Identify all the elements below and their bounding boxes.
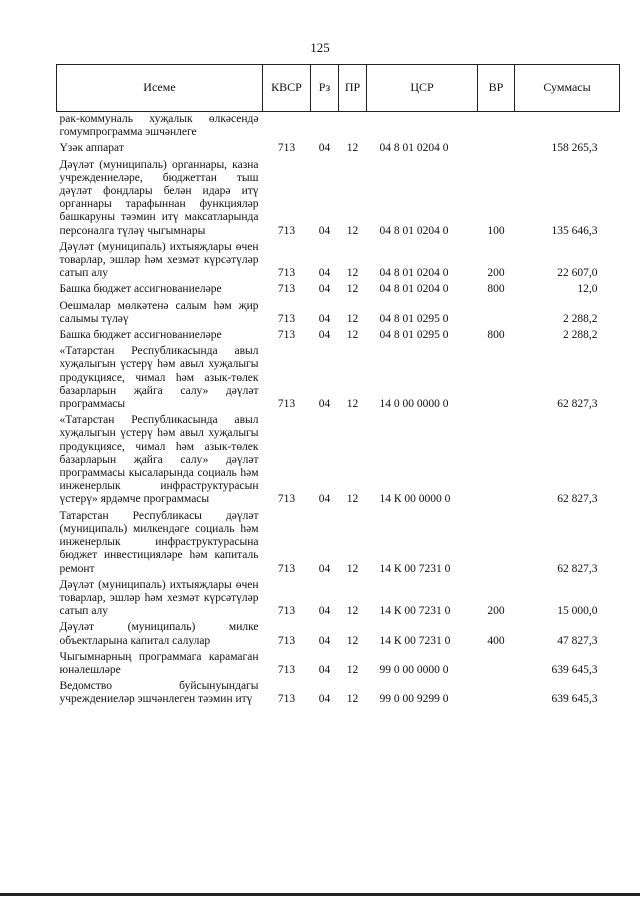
cell-pr: 12 [346, 634, 359, 647]
cell-pr: 12 [346, 224, 359, 237]
cell-sum: 2 288,2 [563, 329, 598, 342]
cell-pr: 12 [346, 312, 359, 325]
cell-kvsr: 713 [277, 329, 296, 342]
cell-csr: 04 8 01 0204 0 [379, 283, 449, 296]
cell-name: Дәүләт (муниципаль) милке объектларына капитал салулар [59, 621, 259, 647]
cell-kvsr: 713 [277, 283, 296, 296]
column-header-name: Исеме [57, 65, 263, 112]
table-body [57, 112, 620, 709]
cell-vr [478, 299, 515, 328]
cell-name: «Татарстан Республикасында авыл хуҗалыгын үстерү һәм авыл хуҗалыгы продукциясе, чимал һәм азык-төлек базарларын җайга салу» дәүләт программасы [59, 345, 259, 411]
cell-rz: 04 [318, 142, 331, 155]
column-header-csr: ЦСР [367, 65, 478, 112]
column-header-pr: ПР [339, 65, 367, 112]
cell-name: Ведомство буйсынуындагы учреждениеләр эшчәнлеген тәэмин итү [59, 680, 259, 706]
cell-name: Чыгымнарның программага карамаган юнәлешләре [59, 650, 259, 676]
cell-csr: 99 0 00 9299 0 [379, 693, 449, 706]
cell-vr [478, 112, 515, 142]
cell-sum: 639 645,3 [551, 663, 598, 676]
cell-csr: 14 К 00 7231 0 [379, 605, 451, 618]
table-row [57, 620, 620, 649]
cell-vr: 200 [487, 605, 505, 618]
cell-vr: 800 [487, 329, 505, 342]
cell-name: Дәүләт (муниципаль) ихтыяҗлары өчен товарлар, эшләр һәм хезмәт күрсәтүләр сатып алу [59, 240, 259, 280]
cell-rz: 04 [318, 493, 331, 506]
cell-pr: 12 [346, 142, 359, 155]
cell-name: «Татарстан Республикасында авыл хуҗалыгын үстерү һәм авыл хуҗалыгы продукциясе, чимал һәм азык-төлек базарларын җайга салу» дәүләт программасы кысаларында социаль һәм инженерлык инфраструктурасын үстерү» ярдәмче программасы [59, 414, 259, 506]
cell-rz: 04 [318, 693, 331, 706]
cell-sum: 62 827,3 [557, 398, 598, 411]
cell-rz: 04 [318, 634, 331, 647]
cell-sum: 158 265,3 [551, 142, 598, 155]
cell-name: Башка бюджет ассигнованиеләре [59, 283, 222, 296]
cell-vr [478, 141, 515, 157]
cell-pr: 12 [346, 398, 359, 411]
cell-sum: 12,0 [577, 283, 598, 296]
cell-rz: 04 [318, 663, 331, 676]
cell-rz: 04 [318, 267, 331, 280]
table-row [57, 282, 620, 298]
cell-vr: 100 [487, 224, 505, 237]
cell-kvsr: 713 [277, 312, 296, 325]
cell-sum: 135 646,3 [551, 224, 598, 237]
table-row [57, 650, 620, 679]
table-row [57, 344, 620, 413]
cell-sum: 47 827,3 [557, 634, 598, 647]
cell-csr: 04 8 01 0204 0 [379, 142, 449, 155]
cell-sum: 62 827,3 [557, 562, 598, 575]
cell-name: Дәүләт (муниципаль) органнары, казна учреждениеләре, бюджеттан тыш дәүләт фондлары белән идарә итү органнары тарафыннан функцияләр башкаруны тәэмин итү максатларында персоналга түләү чыгымнары [59, 158, 259, 237]
column-header-kvsr: КВСР [263, 65, 311, 112]
table-row [57, 299, 620, 328]
cell-pr [339, 112, 367, 142]
cell-sum: 15 000,0 [557, 605, 598, 618]
cell-vr [478, 679, 515, 708]
cell-csr: 04 8 01 0204 0 [379, 267, 449, 280]
cell-pr: 12 [346, 329, 359, 342]
cell-pr: 12 [346, 605, 359, 618]
column-header-rz: Рз [311, 65, 339, 112]
cell-kvsr: 713 [277, 224, 296, 237]
cell-pr: 12 [346, 663, 359, 676]
table-row [57, 141, 620, 157]
cell-name: Дәүләт (муниципаль) ихтыяҗлары өчен товарлар, эшләр һәм хезмәт күрсәтүләр сатып алу [59, 578, 259, 618]
cell-kvsr: 713 [277, 493, 296, 506]
cell-csr: 99 0 00 0000 0 [379, 663, 449, 676]
cell-sum: 22 607,0 [557, 267, 598, 280]
cell-csr: 04 8 01 0204 0 [379, 224, 449, 237]
table-row [57, 509, 620, 578]
cell-rz: 04 [318, 605, 331, 618]
cell-kvsr: 713 [277, 562, 296, 575]
cell-rz: 04 [318, 224, 331, 237]
cell-kvsr: 713 [277, 142, 296, 155]
cell-sum: 62 827,3 [557, 493, 598, 506]
cell-name: Татарстан Республикасы дәүләт (муниципаль) милкендәге социаль һәм инженерлык инфраструктурасына бюджет инвестицияләре һәм капиталь ремонт [59, 509, 259, 575]
cell-kvsr [263, 112, 311, 142]
cell-name: Оешмалар мөлкәтенә салым һәм җир салымы түләү [59, 299, 259, 325]
cell-vr [478, 509, 515, 578]
cell-pr: 12 [346, 493, 359, 506]
cell-vr: 400 [487, 634, 505, 647]
table-row [57, 328, 620, 344]
cell-kvsr: 713 [277, 605, 296, 618]
cell-name: Башка бюджет ассигнованиеләре [59, 329, 222, 342]
cell-kvsr: 713 [277, 634, 296, 647]
column-header-sum: Суммасы [515, 65, 620, 112]
page-number: 125 [310, 40, 330, 55]
cell-vr [478, 413, 515, 508]
cell-rz: 04 [318, 398, 331, 411]
cell-sum: 2 288,2 [563, 312, 598, 325]
cell-sum [515, 112, 620, 142]
cell-vr: 800 [487, 283, 505, 296]
cell-csr: 04 8 01 0295 0 [379, 312, 449, 325]
cell-vr [478, 344, 515, 413]
table-header-row [57, 65, 620, 112]
cell-pr: 12 [346, 562, 359, 575]
cell-rz: 04 [318, 283, 331, 296]
cell-pr: 12 [346, 693, 359, 706]
cell-pr: 12 [346, 283, 359, 296]
cell-rz: 04 [318, 312, 331, 325]
cell-csr [367, 112, 478, 142]
cell-csr: 04 8 01 0295 0 [379, 329, 449, 342]
table-row [57, 578, 620, 621]
table-row [57, 679, 620, 708]
column-header-vr: ВР [478, 65, 515, 112]
cell-sum: 639 645,3 [551, 693, 598, 706]
cell-csr: 14 К 00 7231 0 [379, 562, 451, 575]
cell-kvsr: 713 [277, 267, 296, 280]
cell-csr: 14 К 00 7231 0 [379, 634, 451, 647]
cell-rz: 04 [318, 329, 331, 342]
table-row [57, 413, 620, 508]
page-bottom-rule [0, 893, 640, 896]
cell-pr: 12 [346, 267, 359, 280]
cell-rz [311, 112, 339, 142]
cell-csr: 14 К 00 0000 0 [379, 493, 451, 506]
table-row [57, 158, 620, 240]
cell-rz: 04 [318, 562, 331, 575]
cell-name: Үзәк аппарат [59, 142, 124, 155]
cell-vr [478, 650, 515, 679]
table-row [57, 112, 620, 142]
cell-kvsr: 713 [277, 663, 296, 676]
table-row [57, 240, 620, 283]
cell-vr: 200 [487, 267, 505, 280]
cell-csr: 14 0 00 0000 0 [379, 398, 449, 411]
budget-table [56, 64, 620, 709]
cell-kvsr: 713 [277, 398, 296, 411]
cell-kvsr: 713 [277, 693, 296, 706]
cell-name: рак-коммуналь хуҗалык өлкәсендә гомумпрограмма эшчәнлеге [59, 113, 259, 139]
